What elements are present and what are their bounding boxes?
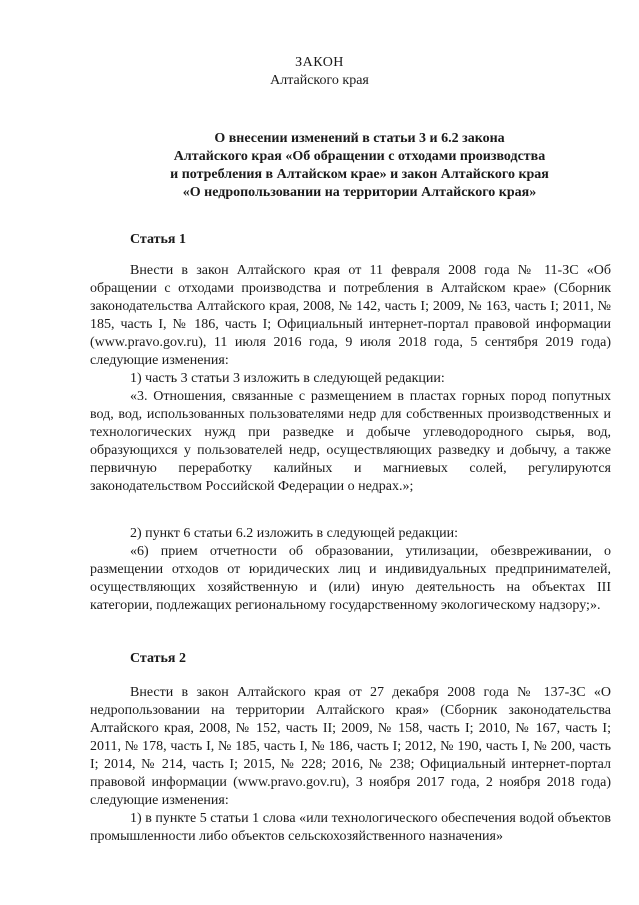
article-1-intro: Внести в закон Алтайского края от 11 февраля 2008 года № 11-ЗС «Об обращении с отходами производства и потребления в Алтайском крае» (Сборник законодательства Алтайского края, 2008, № 142, часть I; 2009, № 163, часть I; 2011, № 185, часть I, № 186, часть I; Официальный интернет-портал правовой информации (www.pravo.gov.ru), 11 июля 2016 года, 9 июля 2018 года, 5 сентября 2019 года) следующие изменения: [90, 263, 611, 368]
region-label: Алтайского края [270, 73, 369, 88]
article-1-heading: Статья 1 [130, 232, 186, 247]
article-2-item-1: 1) в пункте 5 статьи 1 слова «или технологического обеспечения водой объектов промышленности либо объектов сельскохозяйственного назначения» [90, 811, 611, 844]
title-line: О внесении изменений в статьи 3 и 6.2 закона [214, 131, 505, 146]
article-2-body [90, 684, 611, 846]
law-title [120, 130, 599, 202]
article-1-item-1: 1) часть 3 статьи 3 изложить в следующей редакции: [130, 371, 445, 386]
article-2-intro: Внести в закон Алтайского края от 27 декабря 2008 года № 137-ЗС «О недропользовании на территории Алтайского края» (Сборник законодательства Алтайского края, 2008, № 152, часть II; 2009, № 158, часть I; 2010, № 167, часть I; 2011, № 178, часть I, № 185, часть I, № 186, часть I; 2012, № 190, часть I, № 200, часть I; 2014, № 214, часть I; 2015, № 228; 2016, № 238; Официальный интернет-портал правовой информации (www.pravo.gov.ru), 3 ноября 2017 года, 2 ноября 2018 года) следующие изменения: [90, 685, 611, 808]
title-line: Алтайского края «Об обращении с отходами производства [173, 149, 546, 164]
law-label: ЗАКОН [295, 55, 344, 70]
article-1-body [90, 262, 611, 496]
article-1-item-2: 2) пункт 6 статьи 6.2 изложить в следующей редакции: [130, 526, 459, 541]
title-line: «О недропользовании на территории Алтайского края» [182, 185, 537, 200]
article-1-quote-1: «3. Отношения, связанные с размещением в пластах горных пород попутных вод, вод, использованных пользователями недр для собственных производственных и технологических нужд при разведке и добыче углеводородного сырья, вод, образующихся у пользователей недр, осуществляющих разведку и добычу, а также первичную переработку калийных и магниевых солей, регулируются законодательством Российской Федерации о недрах.»; [90, 389, 611, 494]
article-1-body-2 [90, 525, 611, 615]
article-1-quote-2: «6) прием отчетности об образовании, утилизации, обезвреживании, о размещении отходов от юридических лиц и индивидуальных предпринимателей, осуществляющих хозяйственную и (или) иную деятельность на объектах III категории, подлежащих региональному государственному экологическому надзору;». [90, 544, 611, 613]
article-2-heading: Статья 2 [130, 651, 186, 666]
title-line: и потребления в Алтайском крае» и закон Алтайского края [170, 167, 549, 182]
